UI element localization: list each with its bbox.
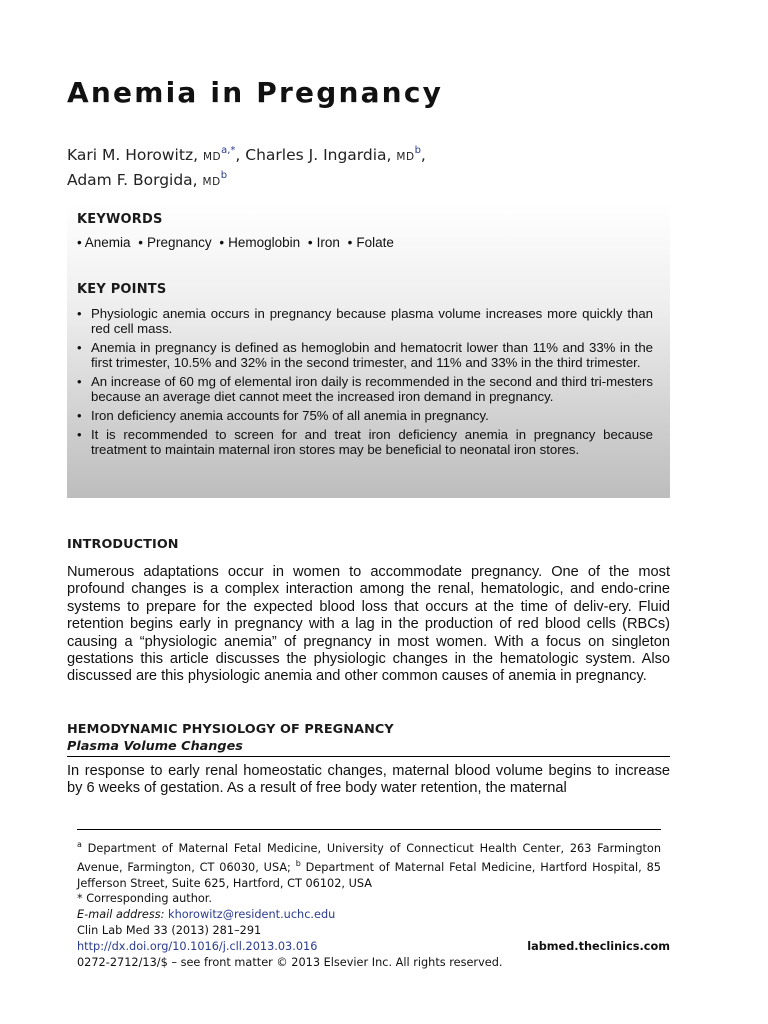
bullet-icon: • — [77, 306, 82, 321]
email-label: E-mail address: — [77, 907, 165, 921]
key-point-item — [77, 306, 653, 336]
plasma-volume-subheading: Plasma Volume Changes — [67, 739, 670, 757]
corresponding-author-note: * Corresponding author. — [77, 892, 212, 906]
affiliation-text: Department of Maternal Fetal Medicine, Hartford Hospital, 85 Jefferson Street, Suite 625, Hartford, CT 06102, USA — [77, 861, 661, 890]
author-degree: MD — [202, 176, 221, 189]
keyword-bullet: • — [347, 235, 353, 250]
affiliation-text: Department of Maternal Fetal Medicine, University of Connecticut Health Center, 263 Farmington Avenue, Farmington, CT 06030, USA; — [77, 841, 661, 875]
bullet-icon: • — [77, 374, 82, 389]
author-name: Adam F. Borgida, — [67, 171, 198, 190]
footnote-divider — [77, 829, 661, 830]
key-point-text: An increase of 60 mg of elemental iron daily is recommended in the second and third tri-mesters because an average diet cannot meet the increased iron demand in pregnancy. — [91, 374, 653, 404]
key-point-item — [77, 427, 653, 457]
keyword-bullet: • — [77, 235, 82, 250]
key-point-item — [77, 374, 653, 404]
key-points-heading: KEY POINTS — [77, 282, 167, 297]
author-name: Kari M. Horowitz, — [67, 146, 199, 165]
keyword-bullet: • — [307, 235, 313, 250]
footnote-mark: a — [77, 840, 82, 849]
keyword-bullet: • — [219, 235, 225, 250]
key-point-item — [77, 340, 653, 370]
hemodynamic-heading: HEMODYNAMIC PHYSIOLOGY OF PREGNANCY — [67, 722, 394, 737]
plasma-volume-paragraph: In response to early renal homeostatic changes, maternal blood volume begins to increase by 6 weeks of gestation. As a result of free body water retention, the maternal — [67, 763, 670, 797]
affiliation-footnote — [77, 837, 661, 922]
author-affiliation-mark[interactable]: b — [414, 145, 421, 156]
author-name: , Charles J. Ingardia, — [235, 146, 392, 165]
key-point-text: Physiologic anemia occurs in pregnancy because plasma volume increases more quickly than red cell mass. — [91, 306, 653, 336]
introduction-paragraph: Numerous adaptations occur in women to accommodate pregnancy. One of the most profound changes is a complex interaction among the renal, hematologic, and endo-crine systems to prepare for the expected blood loss that occurs at the time of deliv-ery. Fluid retention begins early in pregnancy with a lag in the production of red blood cells (RBCs) causing a “physiologic anemia” of pregnancy in most women. With a focus on singleton gestations this article discusses the physiologic changes in the hematologic system. Also discussed are this physiologic anemia and other common causes of anemia in pregnancy. — [67, 564, 670, 685]
key-point-item — [77, 408, 653, 423]
keyword-bullet: • — [138, 235, 144, 250]
key-point-text: Anemia in pregnancy is defined as hemoglobin and hematocrit lower than 11% and 33% in the first trimester, 10.5% and 32% in the second trimester, and 11% and 33% in the third trimester. — [91, 340, 653, 370]
keywords-list — [77, 235, 394, 250]
bullet-icon: • — [77, 427, 82, 442]
author-affiliation-mark[interactable]: a,* — [221, 145, 236, 156]
author-degree: MD — [202, 151, 222, 164]
keywords-keypoints-box — [67, 204, 670, 498]
keyword: Folate — [356, 235, 394, 250]
article-title: Anemia in Pregnancy — [67, 76, 444, 109]
author-degree: MD — [396, 151, 415, 164]
introduction-heading: INTRODUCTION — [67, 537, 179, 552]
author-affiliation-mark[interactable]: b — [220, 170, 228, 182]
footnote-mark: b — [295, 859, 301, 869]
keyword: Iron — [316, 235, 340, 250]
keyword: Pregnancy — [147, 235, 212, 250]
author-separator: , — [420, 146, 426, 165]
keyword: Anemia — [84, 235, 131, 250]
keyword: Hemoglobin — [228, 235, 301, 250]
author-list — [67, 142, 707, 192]
bullet-icon: • — [77, 340, 82, 355]
citation-block — [77, 923, 670, 971]
keywords-heading: KEYWORDS — [77, 212, 163, 227]
copyright-notice: 0272-2712/13/$ – see front matter © 2013 Elsevier Inc. All rights reserved. — [77, 956, 503, 969]
journal-citation: Clin Lab Med 33 (2013) 281–291 — [77, 924, 262, 937]
site-link[interactable]: labmed.theclinics.com — [527, 940, 670, 953]
bullet-icon: • — [77, 408, 82, 423]
doi-link[interactable]: http://dx.doi.org/10.1016/j.cll.2013.03.016 — [77, 940, 318, 953]
key-point-text: Iron deficiency anemia accounts for 75% of all anemia in pregnancy. — [91, 408, 489, 423]
email-link[interactable]: khorowitz@resident.uchc.edu — [168, 907, 336, 921]
key-point-text: It is recommended to screen for and treat iron deficiency anemia in pregnancy because treatment to maintain maternal iron stores may be beneficial to neonatal iron stores. — [91, 427, 653, 457]
key-points-list — [77, 306, 653, 461]
